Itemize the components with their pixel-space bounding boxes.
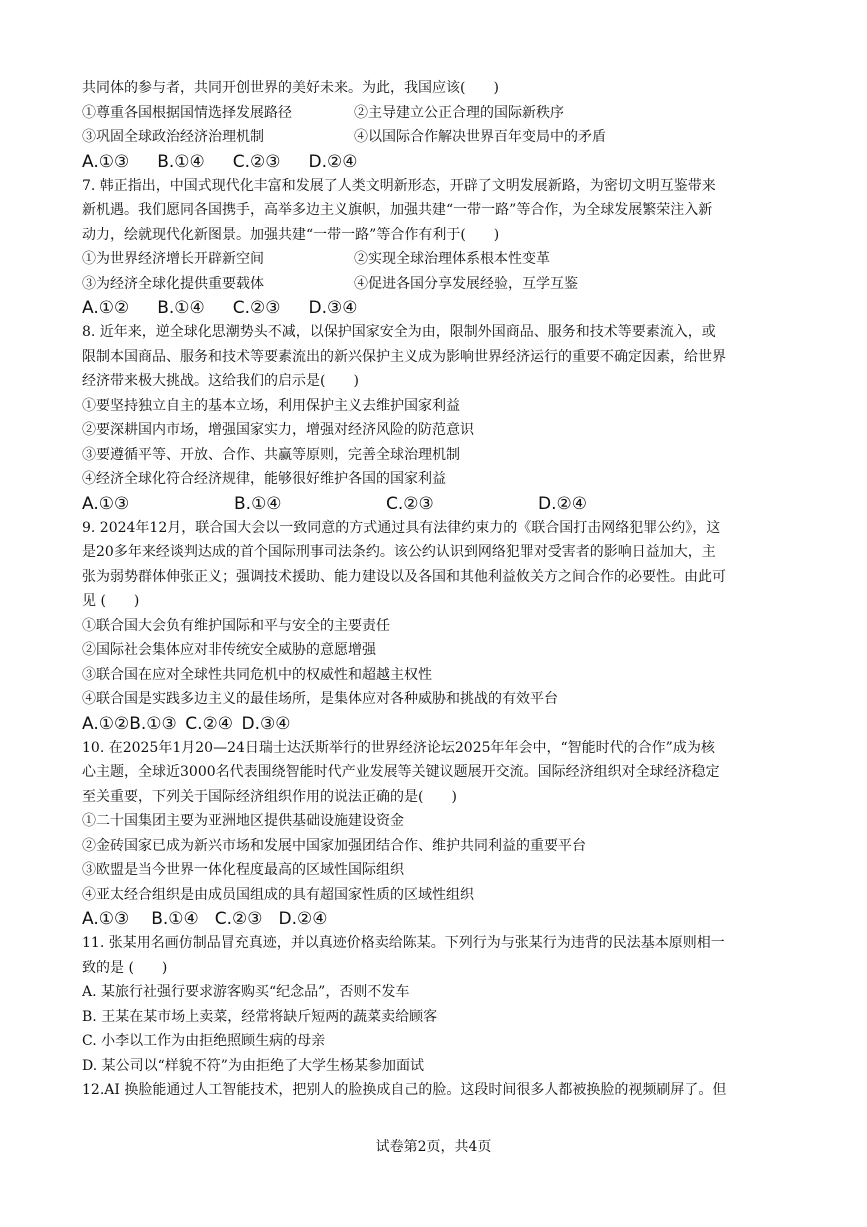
q9-option-4: ④联合国是实践多边主义的最佳场所，是集体应对各种威胁和挑战的有效平台 bbox=[82, 691, 558, 707]
q7-option-4: ④促进各国分享发展经验，互学互鉴 bbox=[354, 275, 578, 292]
q10-stem-line2: 心主题，全球近3000名代表围绕智能时代产业发展等关键议题展开交流。国际经济组织对全球经济稳定 bbox=[82, 764, 720, 780]
q7-stem-line2: 新机遇。我们愿同各国携手，高举多边主义旗帜，加强共建“一带一路”等合作，为全球发展繁荣注入新 bbox=[82, 202, 713, 218]
q7-stem-line1: 7. 韩正指出，中国式现代化丰富和发展了人类文明新形态，开辟了文明发展新路，为密切文明互鉴带来 bbox=[82, 177, 716, 194]
q8-option-3: ③要遵循平等、开放、合作、共赢等原则，完善全球治理机制 bbox=[82, 446, 460, 463]
q10-answer-b: B.①④ bbox=[151, 909, 199, 929]
q8-option-1: ①要坚持独立自主的基本立场，利用保护主义去维护国家利益 bbox=[82, 397, 460, 414]
q7-option-2: ②实现全球治理体系根本性变革 bbox=[354, 251, 550, 267]
q8-stem-line2: 限制本国商品、服务和技术等要素流出的新兴保护主义成为影响世界经济运行的重要不确定因素，给世界 bbox=[82, 348, 726, 365]
q6-option-3: ③巩固全球政治经济治理机制 bbox=[82, 129, 264, 145]
q8-answers bbox=[82, 492, 787, 516]
q8-answer-a: A.①③ bbox=[82, 493, 130, 514]
q7-answer-c: C.②③ bbox=[232, 298, 281, 318]
q6-options-row1 bbox=[82, 101, 787, 126]
q7-option-3: ③为经济全球化提供重要载体 bbox=[82, 275, 264, 292]
q10-option-3: ③欧盟是当今世界一体化程度最高的区域性国际组织 bbox=[82, 862, 404, 878]
q6-option-1: ①尊重各国根据国情选择发展路径 bbox=[82, 104, 292, 121]
q10-option-2: ②金砖国家已成为新兴市场和发展中国家加强团结合作、维护共同利益的重要平台 bbox=[82, 837, 586, 854]
q9-option-2: ②国际社会集体应对非传统安全威胁的意愿增强 bbox=[82, 642, 376, 658]
q8-answer-d: D.②④ bbox=[538, 493, 587, 514]
q7-answer-b: B.①④ bbox=[157, 298, 205, 318]
q9-stem-line3: 张为弱势群体伸张正义；强调技术援助、能力建设以及各国和其他利益攸关方之间合作的必要性。由此可 bbox=[82, 568, 726, 585]
q6-option-4: ④以国际合作解决世界百年变局中的矛盾 bbox=[354, 129, 606, 145]
q6-answer-b: B.①④ bbox=[157, 151, 205, 172]
q6-answers bbox=[82, 150, 787, 174]
q7-stem-line3: 动力，绘就现代化新图景。加强共建“一带一路”等合作有利于( ) bbox=[82, 226, 500, 243]
q9-stem-line4: 见 ( ) bbox=[82, 593, 140, 609]
q10-answer-c: C.②③ bbox=[214, 909, 263, 929]
q6-stem-continued: 共同体的参与者，共同开创世界的美好未来。为此，我国应该( ) bbox=[82, 80, 499, 96]
q9-option-1: ①联合国大会负有维护国际和平与安全的主要责任 bbox=[82, 617, 390, 634]
q10-option-4: ④亚太经合组织是由成员国组成的具有超国家性质的区域性组织 bbox=[82, 886, 474, 903]
q10-option-1: ①二十国集团主要为亚洲地区提供基础设施建设资金 bbox=[82, 813, 404, 829]
q7-options-row2 bbox=[82, 272, 787, 297]
q8-stem-line3: 经济带来极大挑战。这给我们的启示是( ) bbox=[82, 373, 359, 389]
q7-answer-a: A.①② bbox=[82, 298, 130, 318]
q10-answers bbox=[82, 907, 787, 931]
q11-option-b: B. 王某在某市场上卖菜，经常将缺斤短两的蔬菜卖给顾客 bbox=[82, 1008, 438, 1025]
q7-answer-d: D.③④ bbox=[308, 298, 358, 318]
exam-page bbox=[82, 76, 787, 1103]
q7-option-1: ①为世界经济增长开辟新空间 bbox=[82, 251, 264, 267]
q12-stem-line1: 12.AI 换脸能通过人工智能技术，把别人的脸换成自己的脸。这段时间很多人都被换脸的视频刷屏了。但 bbox=[82, 1082, 727, 1098]
page-footer: 试卷第2页，共4页 bbox=[375, 1139, 492, 1155]
q6-answer-c: C.②③ bbox=[232, 151, 281, 172]
q6-answer-a: A.①③ bbox=[82, 151, 130, 172]
q9-option-3: ③联合国在应对全球性共同危机中的权威性和超越主权性 bbox=[82, 666, 432, 683]
q7-options-row1 bbox=[82, 247, 787, 272]
q9-stem-line2: 是20多年来经谈判达成的首个国际刑事司法条约。该公约认识到网络犯罪对受害者的影响日益加大，主 bbox=[82, 544, 716, 560]
q8-option-4: ④经济全球化符合经济规律，能够很好维护各国的国家利益 bbox=[82, 471, 446, 487]
q8-stem-line1: 8. 近年来，逆全球化思潮势头不减，以保护国家安全为由，限制外国商品、服务和技术等要素流入，或 bbox=[82, 324, 716, 340]
q9-stem-line1: 9. 2024年12月，联合国大会以一致同意的方式通过具有法律约束力的《联合国打击网络犯罪公约》，这 bbox=[82, 519, 721, 536]
q11-option-c: C. 小李以工作为由拒绝照顾生病的母亲 bbox=[82, 1033, 326, 1049]
q10-stem-line3: 至关重要，下列关于国际经济组织作用的说法正确的是( ) bbox=[82, 788, 457, 805]
q8-answer-c: C.②③ bbox=[386, 493, 434, 514]
q8-option-2: ②要深耕国内市场，增强国家实力，增强对经济风险的防范意识 bbox=[82, 422, 474, 438]
q11-stem-line1: 11. 张某用名画仿制品冒充真迹，并以真迹价格卖给陈某。下列行为与张某行为违背的民法基本原则相一 bbox=[82, 935, 725, 951]
q11-stem-line2: 致的是 ( ) bbox=[82, 959, 168, 976]
q7-answers bbox=[82, 296, 787, 320]
q6-answer-d: D.②④ bbox=[308, 151, 358, 172]
q11-option-d: D. 某公司以“样貌不符”为由拒绝了大学生杨某参加面试 bbox=[82, 1057, 424, 1074]
q8-answer-b: B.①④ bbox=[234, 493, 282, 514]
q6-option-2: ②主导建立公正合理的国际新秩序 bbox=[354, 104, 564, 121]
q10-answer-a: A.①③ bbox=[82, 909, 130, 929]
q6-options-row2 bbox=[82, 125, 787, 150]
q10-stem-line1: 10. 在2025年1月20—24日瑞士达沃斯举行的世界经济论坛2025年年会中，“智能时代的合作”成为核 bbox=[82, 739, 715, 756]
q10-answer-d: D.②④ bbox=[278, 909, 328, 929]
q9-answers: A.①②B.①③ C.②④ D.③④ bbox=[82, 713, 291, 734]
q11-option-a: A. 某旅行社强行要求游客购买“纪念品”，否则不发车 bbox=[82, 984, 410, 1000]
